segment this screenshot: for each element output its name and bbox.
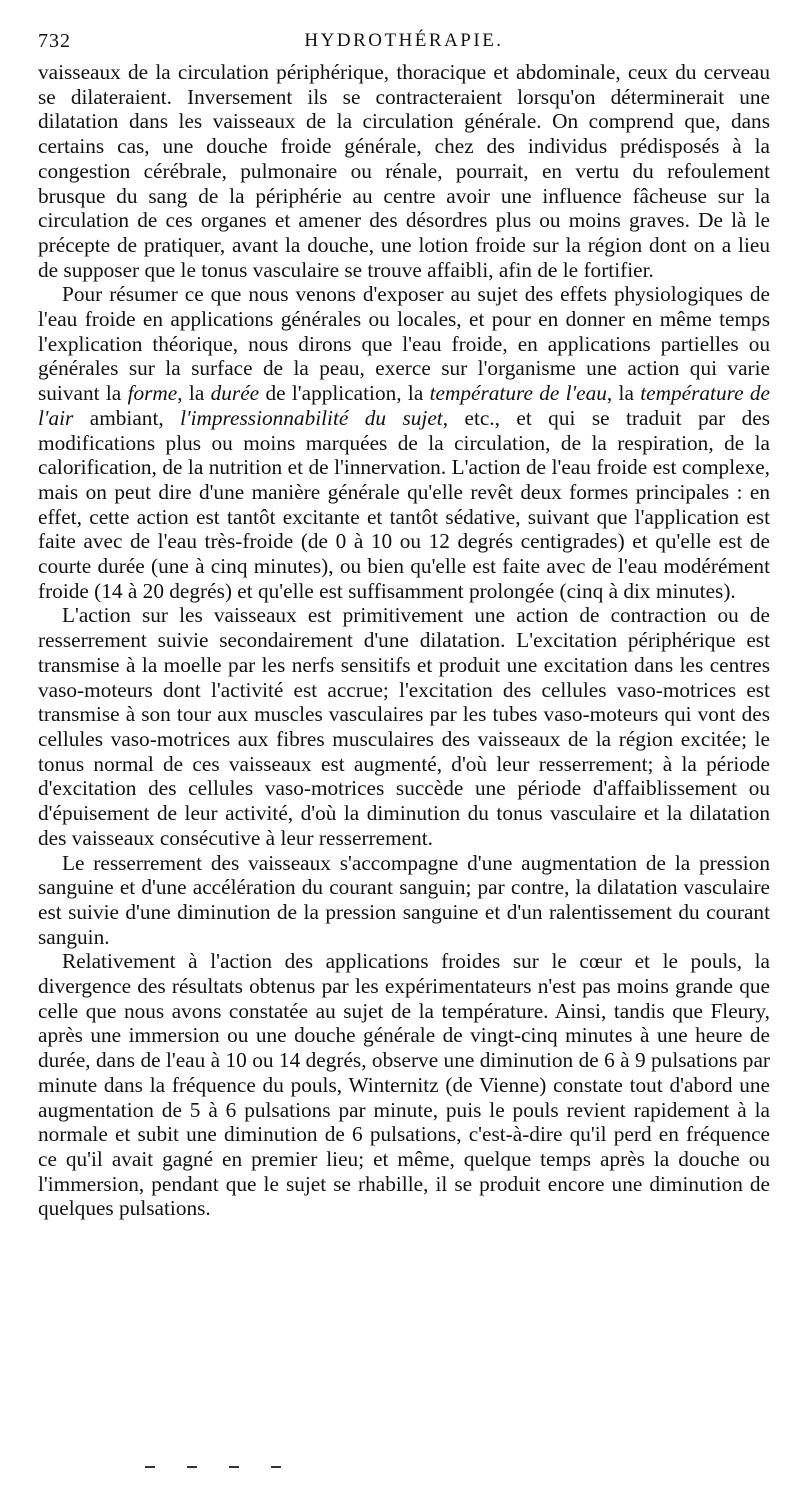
- paragraph: [38, 60, 770, 282]
- text-segment: vaisseaux de la circulation périphérique, thoracique et abdominale, ceux du cerveau se dilateraient. Inversement ils se contracteraient lorsqu'on déterminerait une dilatation dans les vaisseaux de la circulation générale. On comprend que, dans certains cas, une douche froide générale, chez des individus prédisposés à la congestion cérébrale, pulmonaire ou rénale, pourrait, en vertu du refoulement brusque du sang de la périphérie au centre avoir une influence fâcheuse sur la circulation de ces organes et amener des désordres plus ou moins graves. De là le précepte de pratiquer, avant la douche, une lotion froide sur la région dont on a lieu de supposer que le tonus vasculaire se trouve affaibli, afin de le fortifier.: [38, 60, 770, 282]
- running-head: [38, 26, 770, 60]
- page: [38, 26, 770, 1221]
- italic-term: l'impressionnabilité du sujet: [180, 405, 443, 430]
- paragraph: [38, 949, 770, 1221]
- text-segment: , la: [177, 381, 211, 406]
- paragraph: [38, 282, 770, 603]
- text-segment: ambiant,: [73, 405, 181, 430]
- paragraph: [38, 603, 770, 850]
- footer-mark: [229, 1466, 239, 1468]
- italic-term: température de l'eau: [429, 381, 607, 406]
- footer-marks: [145, 1466, 281, 1468]
- italic-term: durée: [210, 381, 260, 406]
- running-title: HYDROTHÉRAPIE.: [304, 30, 504, 51]
- text-segment: Le resserrement des vaisseaux s'accompagne d'une augmentation de la pression sanguine et d'une accélération du courant sanguin; par contre, la dilatation vasculaire est suivie d'une diminution de la pression sanguine et d'un ralentissement du courant sanguin.: [38, 850, 770, 949]
- page-number: 732: [38, 30, 71, 52]
- italic-term: température de l'air: [38, 381, 771, 430]
- footer-mark: [145, 1466, 155, 1468]
- footer-mark: [187, 1466, 197, 1468]
- body-text: [38, 60, 770, 1221]
- text-segment: L'action sur les vaisseaux est primitivement une action de contraction ou de resserrement suivie secondairement d'une dilatation. L'excitation périphérique est transmise à la moelle par les nerfs sensitifs et produit une excitation dans les centres vaso-moteurs dont l'activité est accrue; l'excitation des cellules vaso-motrices est transmise à son tour aux muscles vasculaires par les tubes vaso-moteurs qui vont des cellules vaso-motrices aux fibres musculaires des vaisseaux de la région excitée; le tonus normal de ces vaisseaux est augmenté, d'où leur resserrement; à la période d'excitation des cellules vaso-motrices succède une période d'affaiblissement ou d'épuisement de leur activité, d'où la diminution du tonus vasculaire et la dilatation des vaisseaux consécutive à leur resserrement.: [38, 603, 770, 850]
- text-segment: Relativement à l'action des applications froides sur le cœur et le pouls, la divergence des résultats obtenus par les expérimentateurs n'est pas moins grande que celle que nous avons constatée au sujet de la température. Ainsi, tandis que Fleury, après une immersion ou une douche générale de vingt-cinq minutes à une heure de durée, dans de l'eau à 10 ou 14 degrés, observe une diminution de 6 à 9 pulsations par minute dans la fréquence du pouls, Winternitz (de Vienne) constate tout d'abord une augmentation de 5 à 6 pulsations par minute, puis le pouls revient rapidement à la normale et subit une diminution de 6 pulsations, c'est-à-dire qu'il perd en fréquence ce qu'il avait gagné en premier lieu; et même, quelque temps après la douche ou l'immersion, pendant que le sujet se rhabille, il se produit encore une diminution de quelques pulsations.: [38, 949, 770, 1221]
- text-segment: , la: [606, 381, 641, 406]
- text-segment: Pour résumer ce que nous venons d'exposer au sujet des effets physiologiques de l'eau froide en applications générales ou locales, et pour en donner en même temps l'explication théorique, nous dirons que l'eau froide, en applications partielles ou générales sur la surface de la peau, exerce sur l'organisme une action qui varie suivant la: [38, 282, 770, 406]
- text-segment: , etc., et qui se traduit par des modifications plus ou moins marquées de la circulation, de la respiration, de la calorification, de la nutrition et de l'innervation. L'action de l'eau froide est complexe, mais on peut dire d'une manière générale qu'elle revêt deux formes principales : en effet, cette action est tantôt excitante et tantôt sédative, suivant que l'application est faite avec de l'eau très-froide (de 0 à 10 ou 12 degrés centigrades) et qu'elle est de courte durée (une à cinq minutes), ou bien qu'elle est faite avec de l'eau modérément froide (14 à 20 degrés) et qu'elle est suffisamment prolongée (cinq à dix minutes).: [38, 405, 771, 603]
- paragraph: [38, 851, 770, 950]
- footer-mark: [271, 1466, 281, 1468]
- italic-term: forme: [127, 381, 178, 406]
- text-segment: de l'application, la: [259, 381, 430, 406]
